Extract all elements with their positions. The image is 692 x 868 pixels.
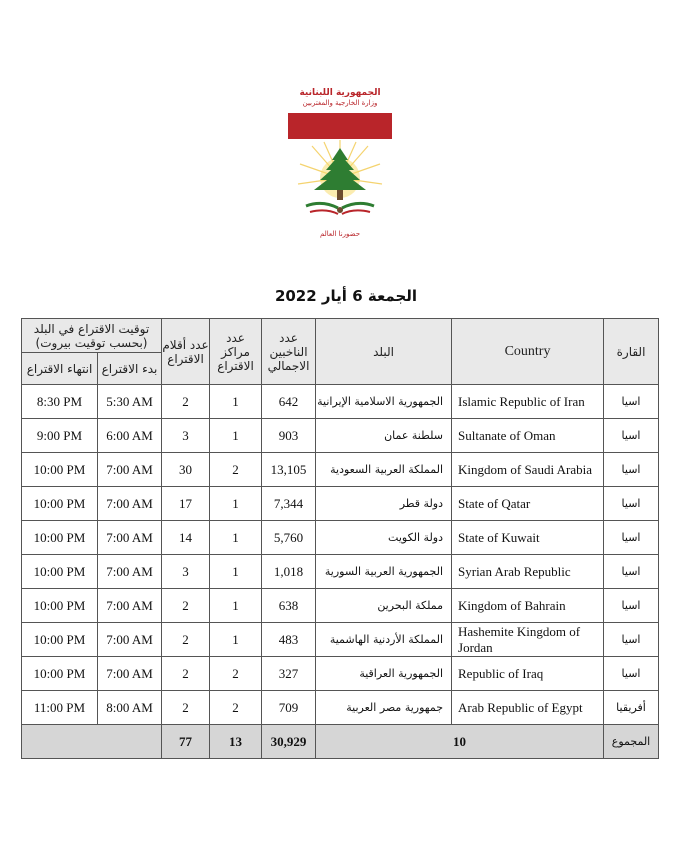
end-time-cell: 11:00 PM [22, 691, 98, 725]
start-time-cell: 6:00 AM [98, 419, 162, 453]
voters-cell: 709 [262, 691, 316, 725]
booths-cell: 2 [162, 691, 210, 725]
continent-cell: اسيا [604, 555, 659, 589]
end-time-cell: 10:00 PM [22, 623, 98, 657]
voters-cell: 638 [262, 589, 316, 623]
republic-name: الجمهورية اللبنانية [299, 88, 381, 98]
start-time-cell: 7:00 AM [98, 453, 162, 487]
start-time-cell: 5:30 AM [98, 385, 162, 419]
country-ar-cell: المملكة الأردنية الهاشمية [316, 623, 452, 657]
continent-cell: أفريقيا [604, 691, 659, 725]
totals-row [22, 725, 659, 759]
country-en-cell: State of Qatar [452, 487, 604, 521]
end-time-cell: 10:00 PM [22, 555, 98, 589]
start-time-cell: 7:00 AM [98, 521, 162, 555]
centers-cell: 1 [210, 521, 262, 555]
continent-cell: اسيا [604, 453, 659, 487]
centers-header: عدد مراكز الاقتراع [210, 319, 262, 385]
table-row [22, 487, 659, 521]
country-ar-header: البلد [316, 319, 452, 385]
continent-cell: اسيا [604, 419, 659, 453]
start-time-cell: 7:00 AM [98, 487, 162, 521]
country-ar-cell: المملكة العربية السعودية [316, 453, 452, 487]
booths-header: عدد أقلام الاقتراع [162, 319, 210, 385]
voters-header: عدد الناخبين الاجمالي [262, 319, 316, 385]
start-time-cell: 7:00 AM [98, 589, 162, 623]
booths-cell: 3 [162, 419, 210, 453]
booths-cell: 3 [162, 555, 210, 589]
centers-cell: 1 [210, 623, 262, 657]
country-en-cell: Islamic Republic of Iran [452, 385, 604, 419]
continent-header: القارة [604, 319, 659, 385]
table-body [22, 385, 659, 725]
table-row [22, 453, 659, 487]
country-ar-cell: مملكة البحرين [316, 589, 452, 623]
country-en-cell: Kingdom of Saudi Arabia [452, 453, 604, 487]
total-centers: 13 [210, 725, 262, 759]
end-time-cell: 9:00 PM [22, 419, 98, 453]
table-row [22, 657, 659, 691]
country-ar-cell: الجمهورية العراقية [316, 657, 452, 691]
totals-blank [22, 725, 162, 759]
country-en-header: Country [452, 319, 604, 385]
end-time-cell: 10:00 PM [22, 453, 98, 487]
booths-cell: 2 [162, 623, 210, 657]
start-time-cell: 7:00 AM [98, 623, 162, 657]
totals-label: المجموع [604, 725, 659, 759]
country-en-cell: State of Kuwait [452, 521, 604, 555]
country-en-cell: Sultanate of Oman [452, 419, 604, 453]
centers-cell: 1 [210, 589, 262, 623]
table-row [22, 555, 659, 589]
voters-cell: 13,105 [262, 453, 316, 487]
centers-cell: 1 [210, 555, 262, 589]
ministry-name: وزارة الخارجية والمغتربين [302, 99, 378, 107]
country-ar-cell: دولة الكويت [316, 521, 452, 555]
continent-cell: اسيا [604, 623, 659, 657]
ministry-logo [284, 82, 396, 242]
country-en-cell: Kingdom of Bahrain [452, 589, 604, 623]
start-time-cell: 7:00 AM [98, 657, 162, 691]
table-row [22, 589, 659, 623]
total-countries: 10 [316, 725, 604, 759]
polling-table [21, 318, 659, 759]
timing-group-header: توقيت الاقتراع في البلد (بحسب توقيت بيروت) [22, 319, 162, 353]
end-time-cell: 10:00 PM [22, 589, 98, 623]
country-ar-cell: سلطنة عمان [316, 419, 452, 453]
table-row [22, 623, 659, 657]
centers-cell: 1 [210, 419, 262, 453]
country-ar-cell: الجمهورية الاسلامية الإيرانية [316, 385, 452, 419]
end-time-cell: 10:00 PM [22, 487, 98, 521]
voters-cell: 483 [262, 623, 316, 657]
centers-cell: 1 [210, 487, 262, 521]
centers-cell: 1 [210, 385, 262, 419]
continent-cell: اسيا [604, 487, 659, 521]
voters-cell: 327 [262, 657, 316, 691]
start-time-header: بدء الاقتراع [98, 353, 162, 385]
voters-cell: 5,760 [262, 521, 316, 555]
country-en-cell: Hashemite Kingdom of Jordan [452, 623, 604, 657]
continent-cell: اسيا [604, 521, 659, 555]
end-time-header: انتهاء الاقتراع [22, 353, 98, 385]
country-en-cell: Syrian Arab Republic [452, 555, 604, 589]
booths-cell: 2 [162, 385, 210, 419]
cedar-tree-icon [292, 138, 388, 228]
centers-cell: 2 [210, 691, 262, 725]
table-row [22, 521, 659, 555]
continent-cell: اسيا [604, 589, 659, 623]
end-time-cell: 8:30 PM [22, 385, 98, 419]
country-ar-cell: دولة قطر [316, 487, 452, 521]
country-ar-cell: الجمهورية العربية السورية [316, 555, 452, 589]
voters-cell: 7,344 [262, 487, 316, 521]
country-en-cell: Republic of Iraq [452, 657, 604, 691]
table-row [22, 419, 659, 453]
start-time-cell: 7:00 AM [98, 555, 162, 589]
country-ar-cell: جمهورية مصر العربية [316, 691, 452, 725]
total-voters: 30,929 [262, 725, 316, 759]
continent-cell: اسيا [604, 657, 659, 691]
voters-cell: 903 [262, 419, 316, 453]
document-title: الجمعة 6 أيار 2022 [274, 287, 418, 305]
table-row [22, 691, 659, 725]
country-en-cell: Arab Republic of Egypt [452, 691, 604, 725]
voters-cell: 642 [262, 385, 316, 419]
booths-cell: 30 [162, 453, 210, 487]
centers-cell: 2 [210, 453, 262, 487]
start-time-cell: 8:00 AM [98, 691, 162, 725]
booths-cell: 2 [162, 657, 210, 691]
booths-cell: 17 [162, 487, 210, 521]
end-time-cell: 10:00 PM [22, 657, 98, 691]
table-row [22, 385, 659, 419]
voters-cell: 1,018 [262, 555, 316, 589]
flag-red-bar [288, 113, 392, 139]
ministry-motto: حضورنا العالم [319, 230, 361, 238]
continent-cell: اسيا [604, 385, 659, 419]
booths-cell: 2 [162, 589, 210, 623]
booths-cell: 14 [162, 521, 210, 555]
centers-cell: 2 [210, 657, 262, 691]
end-time-cell: 10:00 PM [22, 521, 98, 555]
total-booths: 77 [162, 725, 210, 759]
